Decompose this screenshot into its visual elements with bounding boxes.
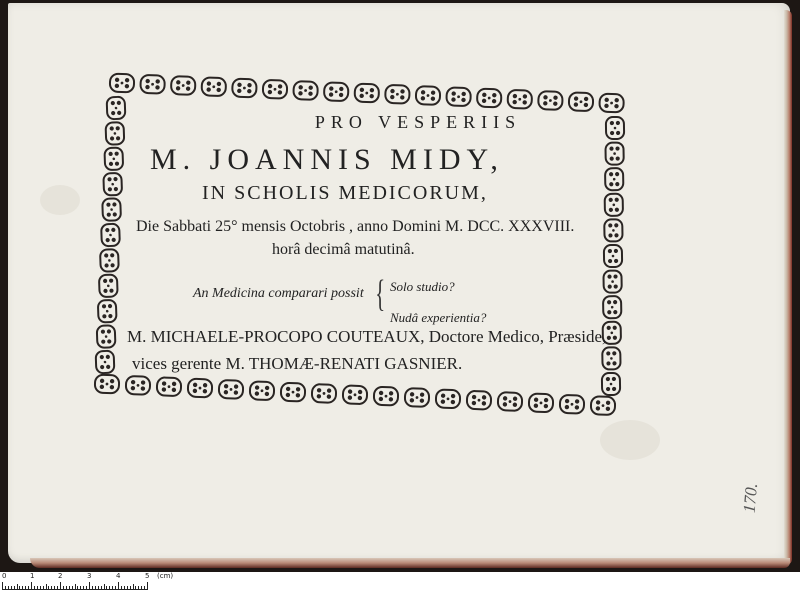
border-ornament: [293, 81, 318, 100]
scale-unit-label: (cm): [157, 572, 174, 580]
border-ornament: [104, 147, 123, 170]
border-ornament: [538, 91, 563, 110]
border-ornament: [446, 87, 471, 106]
title-line-schola: IN SCHOLIS MEDICORUM,: [202, 182, 488, 204]
border-ornament: [281, 383, 306, 402]
border-ornament: [605, 168, 623, 190]
border-ornament: [385, 85, 410, 104]
border-ornament: [591, 396, 616, 415]
scale-tick: [147, 582, 148, 590]
border-ornament: [157, 377, 182, 396]
thesis-question: An Medicina comparari possit: [193, 286, 364, 301]
scale-label: 5: [145, 572, 150, 580]
curly-brace-icon: {: [375, 273, 386, 315]
border-ornament: [100, 249, 119, 272]
border-ornament: [602, 373, 620, 395]
praeses-line: M. MICHAELE-PROCOPO COUTEAUX, Doctore Medico, Præside,: [127, 327, 607, 346]
scale-label: 4: [116, 572, 121, 580]
border-ornament: [604, 245, 622, 267]
border-ornament: [507, 90, 532, 109]
border-ornament: [498, 392, 523, 411]
border-ornament: [605, 194, 623, 216]
border-ornament: [343, 385, 368, 404]
border-ornament: [602, 347, 620, 369]
title-line-name: M. JOANNIS MIDY,: [150, 143, 504, 176]
folio-number: 170.: [739, 482, 762, 514]
border-ornament: [171, 76, 196, 95]
border-ornament: [188, 379, 213, 398]
border-ornament: [605, 142, 623, 164]
border-ornament: [219, 380, 244, 399]
thesis-option-a: Solo studio?: [390, 279, 455, 294]
border-ornament: [604, 219, 622, 241]
thesis-option-b: Nudâ experientia?: [390, 310, 487, 325]
border-ornament: [250, 381, 275, 400]
border-ornament: [436, 389, 461, 408]
border-ornament: [126, 376, 151, 395]
border-ornament: [354, 84, 379, 103]
border-ornament: [140, 75, 165, 94]
border-ornament: [599, 94, 624, 113]
border-ornament: [529, 393, 554, 412]
border-ornament: [263, 80, 288, 99]
title-line-pro-vesperiis: PRO VESPERIIS: [314, 112, 522, 132]
border-ornament: [312, 384, 337, 403]
border-ornament: [95, 375, 120, 394]
scale-label: 3: [87, 572, 92, 580]
vices-gerente-line: vices gerente M. THOMÆ-RENATI GASNIER.: [132, 354, 463, 373]
border-ornament: [477, 89, 502, 108]
scale-label: 0: [2, 572, 7, 580]
border-ornament: [201, 77, 226, 96]
scale-label: 1: [30, 572, 35, 580]
border-ornament: [97, 325, 116, 348]
border-ornament: [232, 79, 257, 98]
border-ornament: [110, 74, 135, 93]
border-ornament: [405, 388, 430, 407]
border-ornament: [101, 224, 120, 247]
border-ornament: [99, 274, 118, 297]
border-ornament: [324, 82, 349, 101]
border-ornament: [374, 387, 399, 406]
border-ornament: [467, 391, 492, 410]
border-ornament: [96, 351, 115, 374]
border-ornament: [416, 86, 441, 105]
border-ornament: [603, 296, 621, 318]
border-ornament: [102, 198, 121, 221]
hour-line: horâ decimâ matutinâ.: [272, 241, 415, 258]
border-ornament: [98, 300, 117, 323]
border-ornament: [560, 395, 585, 414]
border-ornament: [603, 270, 621, 292]
scale-label: 2: [58, 572, 63, 580]
border-ornament: [103, 173, 122, 196]
border-ornament: [569, 92, 594, 111]
date-line: Die Sabbati 25° mensis Octobris , anno Domini M. DCC. XXXVIII.: [136, 218, 575, 235]
